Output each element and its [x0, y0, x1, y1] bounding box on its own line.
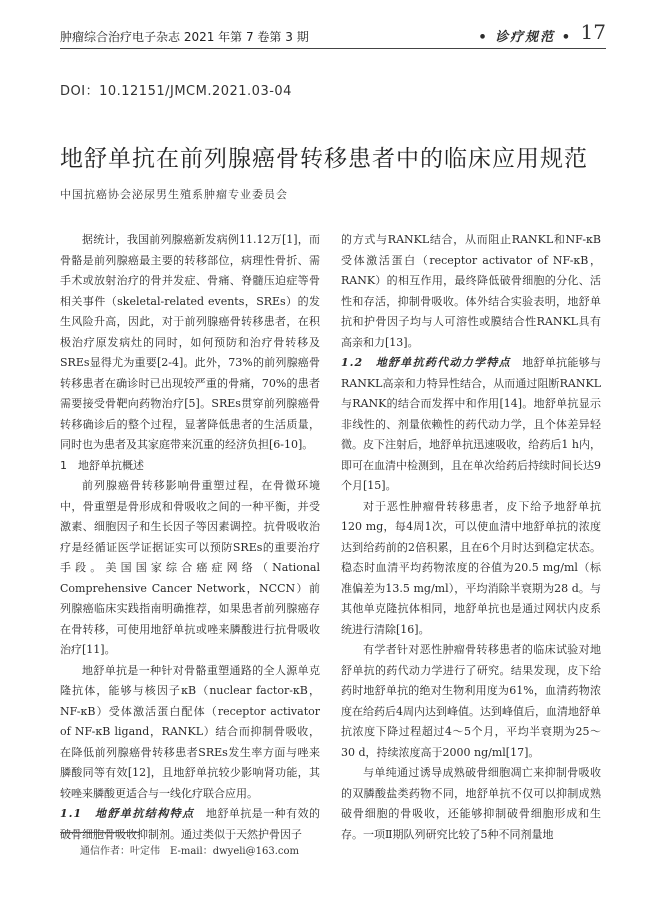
section-heading: 1 地舒单抗概述	[60, 458, 144, 472]
article-title: 地舒单抗在前列腺癌骨转移患者中的临床应用规范	[60, 146, 588, 172]
authors: 中国抗癌协会泌尿男生殖系肿瘤专业委员会	[60, 188, 288, 201]
subsection-paragraph	[60, 804, 320, 845]
subsection-heading: 1.1 地舒单抗结构特点	[60, 807, 195, 820]
running-header	[60, 14, 606, 49]
footnote-rule	[60, 832, 140, 833]
paragraph: 前列腺癌骨转移影响骨重塑过程，在骨微环境中，骨重塑是骨形成和骨吸收之间的一种平衡，并受激素、细胞因子和生长因子等因素调控。抗骨吸收治疗是经循证医学证据证实可以预防SREs的重要治疗手段。美国国家综合癌症网络（National Comprehensive Cancer Network，NCCN）前列腺癌临床实践指南明确推荐，如果患者前列腺癌存在骨转移，可使用地舒单抗或唑来膦酸进行抗骨吸收治疗[11]。	[60, 479, 320, 656]
subsection-heading: 1.2 地舒单抗药代动力学特点	[341, 356, 511, 369]
paragraph: 据统计，我国前列腺癌新发病例11.12万[1]，而骨骼是前列腺癌最主要的转移部位，病理性骨折、需手术或放射治疗的骨并发症、骨痛、脊髓压迫症等骨相关事件（skeletal-related events，SREs）的发生风险升高，因此，对于前列腺癌骨转移患者，在积极治疗原发病灶的同时，如何预防和治疗骨转移及SREs显得尤为重要[2-4]。此外，73%的前列腺癌骨转移患者在确诊时已出现较严重的骨痛，70%的患者需要接受骨靶向药物治疗[5]。SREs贯穿前列腺癌骨转移确诊后的整个过程，显著降低患者的生活质量，同时也为患者及其家庭带来沉重的经济负担[6-10]。	[60, 233, 320, 451]
subsection-text: 地舒单抗是一种有效的破骨细胞骨吸收抑制剂。通过类似于天然护骨因子	[60, 807, 321, 841]
corresponding-author-footnote: 通信作者：叶定伟 E-mail：dwyeli@163.com	[80, 846, 299, 857]
doi[interactable]: DOI：10.12151/JMCM.2021.03-04	[60, 84, 292, 99]
paragraph: 的方式与RANKL结合，从而阻止RANKL和NF-κB受体激活蛋白（receptor activator of NF-κB，RANK）的相互作用，最终降低破骨细胞的分化、活性和存活，抑制骨吸收。体外结合实验表明，地舒单抗和护骨因子均与人可溶性或膜结合性RANKL具有高亲和力[13]。	[341, 233, 601, 349]
journal-name: 肿瘤综合治疗电子杂志 2021 年第 7 卷第 3 期	[60, 30, 309, 44]
subsection-paragraph	[341, 353, 601, 497]
paragraph: 对于恶性肿瘤骨转移患者，皮下给予地舒单抗120 mg，每4周1次，可以使血清中地舒单抗的浓度达到给药前的2倍积累，且在6个月时达到稳定状态。稳态时血清平均药物浓度的谷值为20.5 mg/ml（标准偏差为13.5 mg/ml），平均消除半衰期为28 d。与其他单克隆抗体相同，地舒单抗也是通过网状内皮系统进行清除[16]。	[341, 499, 601, 636]
left-column	[60, 230, 320, 845]
paragraph: 与单纯通过诱导成熟破骨细胞凋亡来抑制骨吸收的双膦酸盐类药物不同，地舒单抗不仅可以抑制成熟破骨细胞的骨吸收，还能够抑制破骨细胞形成和生存。一项Ⅱ期队列研究比较了5种不同剂量地	[341, 766, 601, 841]
paragraph: 地舒单抗是一种针对骨骼重塑通路的全人源单克隆抗体，能够与核因子κB（nuclear factor-κB，NF-κB）受体激活蛋白配体（receptor activator of NF-κB ligand，RANKL）结合而抑制骨吸收，在降低前列腺癌骨转移患者SREs发生率方面与唑来膦酸同等有效[12]，且地舒单抗较少影响肾功能，其较唑来膦酸更适合与一线化疗联合应用。	[60, 663, 320, 800]
subsection-text: 地舒单抗能够与RANKL高亲和力特异性结合，从而通过阻断RANKL与RANK的结合而发挥中和作用[14]。地舒单抗显示非线性的、剂量依赖性的药代动力学，且个体差异轻微。皮下注射后，地舒单抗迅速吸收，给药后1 h内，即可在血清中检测到，且在单次给药后持续时间长达9个月[15]。	[341, 356, 602, 492]
right-column	[341, 230, 601, 845]
section-label: • 诊疗规范 •	[478, 30, 572, 45]
page-number: 17	[580, 20, 606, 44]
paragraph: 有学者针对恶性肿瘤骨转移患者的临床试验对地舒单抗的药代动力学进行了研究。结果发现，皮下给药时地舒单抗的绝对生物利用度为61%，血清药物浓度在给药后4周内达到峰值。达到峰值后，血清地舒单抗浓度下降过程超过4～5个月，平均半衰期为25～30 d，持续浓度高于2000 ng/ml[17]。	[341, 643, 601, 759]
